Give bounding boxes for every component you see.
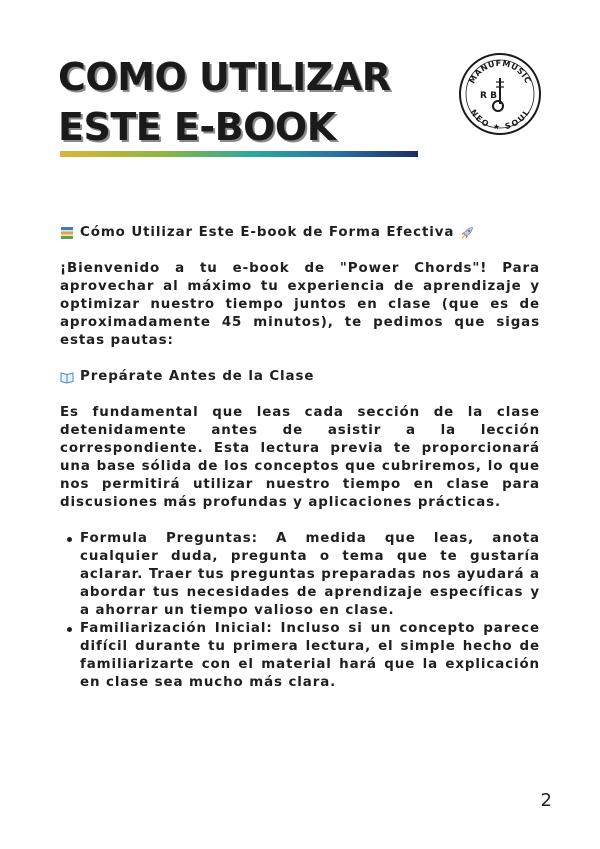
logo-top-text: MANUFMUSIC bbox=[467, 58, 533, 86]
body-paragraph: Es fundamental que leas cada sección de la clase detenidamente antes de asistir a la lección correspondiente. Esta lectura previa te proporcionará una base sólida de los conceptos que cubriremos, lo que nos permitirá utilizar nuestro tiempo en clase para discusiones más profundas y aplicaciones prácticas. bbox=[60, 405, 540, 510]
rocket-icon bbox=[460, 226, 474, 240]
subheading bbox=[60, 368, 540, 386]
list-item: Familiarización Inicial: Incluso si un concepto parece difícil durante tu primera lectura, el simple hecho de familiarizarte con el material hará que la explicación en clase sea mucho más clara. bbox=[60, 620, 540, 692]
tips-list bbox=[60, 530, 540, 692]
subheading-text: Prepárate Antes de la Clase bbox=[80, 369, 315, 384]
gradient-divider bbox=[60, 151, 418, 157]
books-icon bbox=[60, 226, 74, 240]
section-title: Cómo Utilizar Este E-book de Forma Efectiva bbox=[80, 225, 455, 240]
main-content bbox=[60, 224, 540, 692]
page-number: 2 bbox=[540, 790, 552, 811]
page-title-line-2: ESTE E-BOOK bbox=[58, 105, 336, 149]
manufmusic-logo bbox=[458, 52, 542, 136]
page-title bbox=[58, 52, 391, 152]
section-heading bbox=[60, 224, 540, 242]
logo-bottom-text: NEO ★ SOUL bbox=[468, 107, 532, 132]
open-book-icon bbox=[60, 370, 74, 384]
intro-paragraph: ¡Bienvenido a tu e-book de "Power Chords"! Para aprovechar al máximo tu experiencia de aprendizaje y optimizar nuestro tiempo juntos en clase (que es de aproximadamente 45 minutos), te pedimos que sigas estas pautas: bbox=[60, 261, 540, 348]
page-title-line-1: COMO UTILIZAR bbox=[58, 55, 391, 99]
logo-letters: R B bbox=[480, 91, 497, 101]
list-item: Formula Preguntas: A medida que leas, anota cualquier duda, pregunta o tema que te gustaría aclarar. Traer tus preguntas preparadas nos ayudará a abordar tus necesidades de aprendizaje específicas y a ahorrar un tiempo valioso en clase. bbox=[60, 530, 540, 620]
